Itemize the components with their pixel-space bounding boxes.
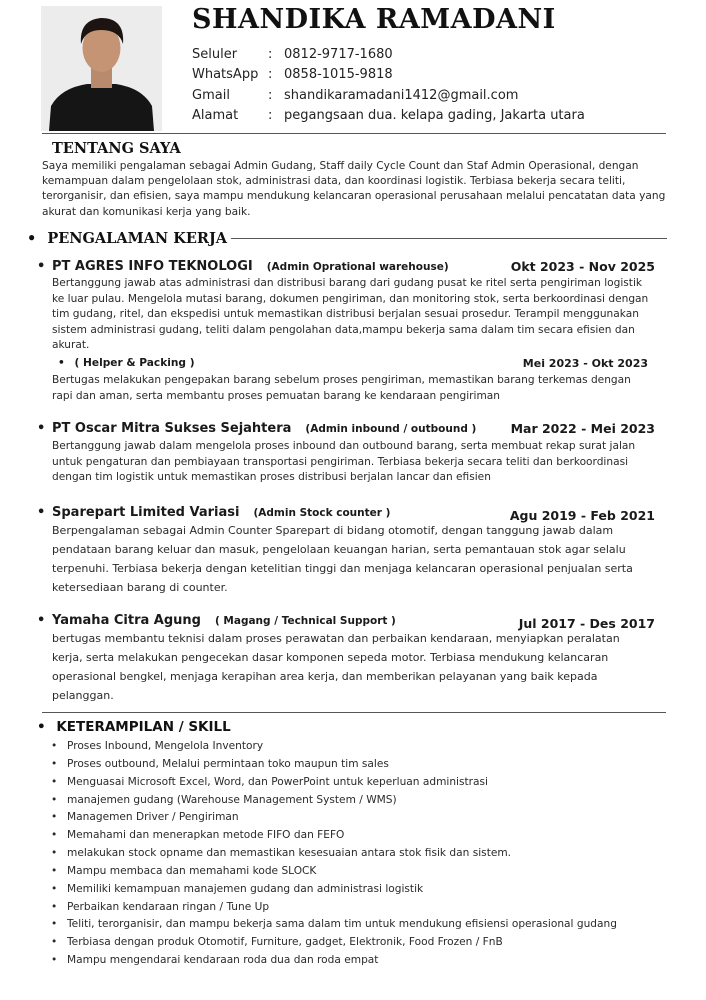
skill-item: • Managemen Driver / Pengiriman <box>51 809 617 827</box>
sub-role-description: Bertugas melakukan pengepakan barang sebelum proses pengiriman, memastikan barang terkemas dengan rapi dan aman, serta membantu proses pemuatan barang ke kendaraan pengiriman <box>52 374 631 402</box>
contact-value: pegangsaan dua. kelapa gading, Jakarta utara <box>284 108 585 124</box>
contact-label: Alamat <box>192 108 239 124</box>
job-entry <box>0 421 706 484</box>
section-bullet: • <box>27 230 37 247</box>
skills-list <box>51 738 617 970</box>
job-company <box>52 613 396 628</box>
job-entry <box>0 505 706 594</box>
job-entry <box>0 259 706 402</box>
job-company <box>52 259 449 274</box>
section-bullet: • <box>37 719 46 735</box>
job-date: Mar 2022 - Mei 2023 <box>510 421 655 436</box>
sub-role-title: ( Helper & Packing ) <box>74 357 195 369</box>
job-entry <box>0 613 706 702</box>
contact-info <box>192 44 585 126</box>
job-description: bertugas membantu teknisi dalam proses perawatan dan perbaikan kendaraan, menyiapkan peralatan kerja, serta melakukan pengecekan dasar komponen sepeda motor. Terbiasa mendukung kelancaran operasional bengkel, menjaga kerapihan area kerja, dan memberikan pelayanan yang baik kepada pelanggan. <box>52 632 620 702</box>
contact-label: Seluler <box>192 46 238 62</box>
person-portrait-icon <box>41 6 162 131</box>
job-bullet: • <box>37 259 46 274</box>
experience-title-text: PENGALAMAN KERJA <box>47 230 228 247</box>
experience-title-rule <box>231 238 667 239</box>
job-date: Jul 2017 - Des 2017 <box>518 616 655 631</box>
contact-value: 0812-9717-1680 <box>284 46 393 62</box>
candidate-name: SHANDIKA RAMADANI <box>192 4 556 35</box>
contact-colon: : <box>268 67 273 83</box>
contact-colon: : <box>268 108 273 124</box>
job-role: ( Magang / Technical Support ) <box>214 615 396 627</box>
job-bullet: • <box>37 421 46 436</box>
job-bullet: • <box>37 613 46 628</box>
job-role: (Admin Oprational warehouse) <box>266 261 449 273</box>
experience-title <box>27 230 227 247</box>
company-name: PT Oscar Mitra Sukses Sejahtera <box>52 421 292 436</box>
job-role: (Admin inbound / outbound ) <box>305 423 477 435</box>
contact-row-phone <box>192 44 585 65</box>
job-company <box>52 421 476 436</box>
skill-item: • Memahami dan menerapkan metode FIFO dan FEFO <box>51 827 617 845</box>
job-date: Agu 2019 - Feb 2021 <box>509 508 655 523</box>
skill-item: • Memiliki kemampuan manajemen gudang dan administrasi logistik <box>51 881 617 899</box>
sub-role-date: Mei 2023 - Okt 2023 <box>522 357 648 370</box>
skill-item: • Terbiasa dengan produk Otomotif, Furniture, gadget, Elektronik, Food Frozen / FnB <box>51 934 617 952</box>
skill-item: • Proses outbound, Melalui permintaan toko maupun tim sales <box>51 756 617 774</box>
header-divider <box>42 133 666 134</box>
job-header <box>0 421 706 441</box>
about-text: Saya memiliki pengalaman sebagai Admin Gudang, Staff daily Cycle Count dan Staf Admin Operasional, dengan kemampuan dalam pengelolaan stok, administrasi data, dan koordinasi logistik. Terbiasa bekerja secara teliti, terorganisir, dan efisien, saya mampu mendukung kelancaran operasional perusahaan melalui pencatatan data yang akurat dan komunikasi kerja yang baik. <box>42 160 666 218</box>
contact-row-gmail <box>192 85 585 106</box>
skill-item: • Proses Inbound, Mengelola Inventory <box>51 738 617 756</box>
job-date: Okt 2023 - Nov 2025 <box>510 259 655 274</box>
contact-row-whatsapp <box>192 65 585 86</box>
company-name: Sparepart Limited Variasi <box>52 505 240 520</box>
contact-value: 0858-1015-9818 <box>284 67 393 83</box>
profile-photo <box>41 6 162 131</box>
company-name: PT AGRES INFO TEKNOLOGI <box>52 259 253 274</box>
sub-bullet: • <box>58 357 65 369</box>
contact-colon: : <box>268 87 273 103</box>
skills-title <box>37 719 231 735</box>
job-bullet: • <box>37 505 46 520</box>
skills-title-text: KETERAMPILAN / SKILL <box>56 719 231 735</box>
about-title: TENTANG SAYA <box>52 140 181 157</box>
skill-item: • Menguasai Microsoft Excel, Word, dan PowerPoint untuk keperluan administrasi <box>51 774 617 792</box>
contact-label: Gmail <box>192 87 230 103</box>
contact-value: shandikaramadani1412@gmail.com <box>284 87 519 103</box>
skill-item: • melakukan stock opname dan memastikan kesesuaian antara stok fisik dan sistem. <box>51 845 617 863</box>
contact-label: WhatsApp <box>192 67 259 83</box>
job-description: Bertanggung jawab dalam mengelola proses inbound dan outbound barang, serta membuat rekap surat jalan untuk pengaturan dan pembiayaan transportasi pengiriman. Terbiasa bekerja secara teliti dan berkoordinasi dengan tim logistik untuk memastikan proses distribusi berjalan lancar dan efisien <box>52 440 636 484</box>
job-description: Bertanggung jawab atas administrasi dan distribusi barang dari gudang pusat ke ritel serta pengiriman logistik ke luar pulau. Mengelola mutasi barang, dokumen pengiriman, dan monitoring stok, serta berkoordinasi dengan tim gudang, ritel, dan ekspedisi untuk memastikan distribusi berjalan sesuai prosedur. Terampil menggunakan sistem administrasi gudang, teliti dalam pengolahan data,mampu bekerja sama dalam tim secara efisien dan akurat. <box>52 277 649 352</box>
job-company <box>52 505 390 520</box>
skill-item: • Perbaikan kendaraan ringan / Tune Up <box>51 899 617 917</box>
skill-item: • Mampu mengendarai kendaraan roda dua dan roda empat <box>51 952 617 970</box>
skill-item: • Mampu membaca dan memahami kode SLOCK <box>51 863 617 881</box>
company-name: Yamaha Citra Agung <box>52 613 201 628</box>
job-role: (Admin Stock counter ) <box>253 507 391 519</box>
job-description: Berpengalaman sebagai Admin Counter Sparepart di bidang otomotif, dengan tanggung jawab dalam pendataan barang keluar dan masuk, pengelolaan keuangan harian, serta pemantauan stok agar selalu terpenuhi. Terbiasa bekerja dengan ketelitian tinggi dan menjaga kelancaran operasional penjualan serta ketersediaan barang di counter. <box>52 524 633 594</box>
skill-item: • manajemen gudang (Warehouse Management System / WMS) <box>51 792 617 810</box>
sub-role-header <box>0 355 706 375</box>
skill-item: • Teliti, terorganisir, dan mampu bekerja sama dalam tim untuk mendukung efisiensi operasional gudang <box>51 916 617 934</box>
contact-row-address <box>192 106 585 127</box>
skills-divider <box>42 712 666 713</box>
contact-colon: : <box>268 46 273 62</box>
